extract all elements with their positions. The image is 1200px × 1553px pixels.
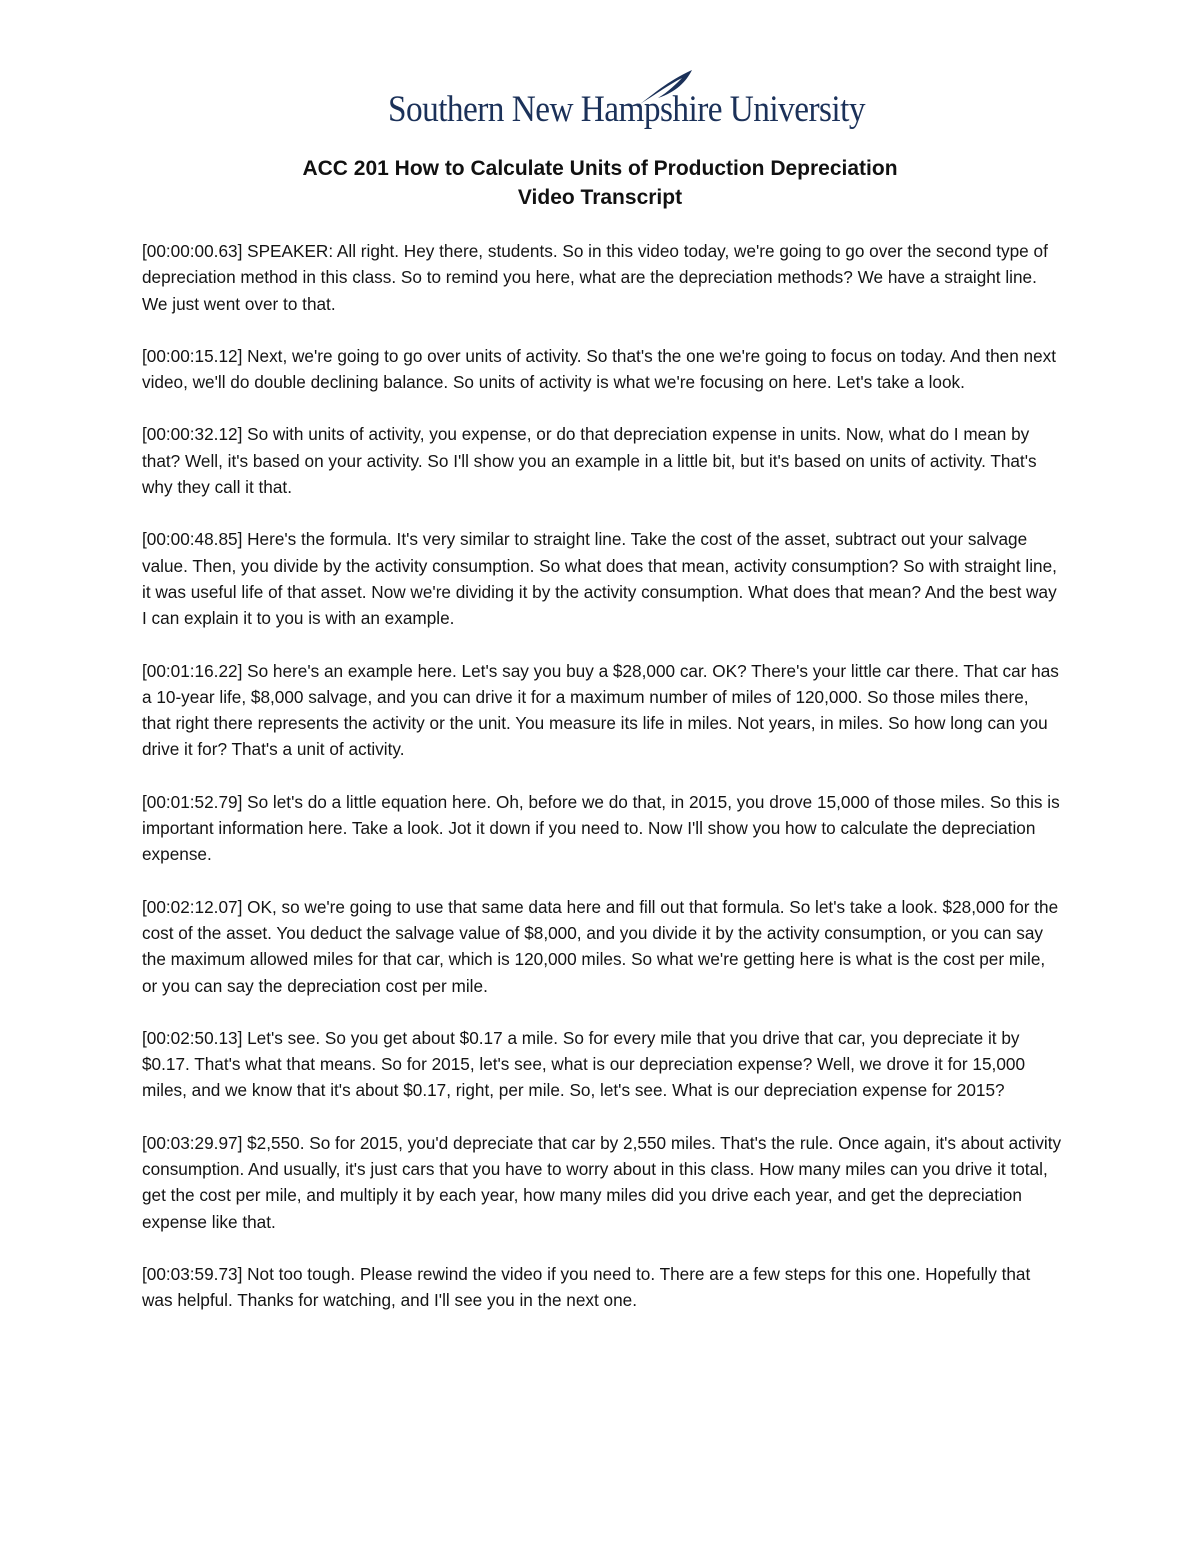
transcript-paragraph: [00:02:12.07] OK, so we're going to use that same data here and fill out that formula. So let's take a look. $28,000 for the cost of the asset. You deduct the salvage value of $8,000, and you divide it by the activity consumption, or you can say the maximum allowed miles for that car, which is 120,000 miles. So what we're getting here is what is the cost per mile, or you can say the depreciation cost per mile. (142, 896, 1059, 996)
transcript-paragraph: [00:03:29.97] $2,550. So for 2015, you'd depreciate that car by 2,550 miles. That's the rule. Once again, it's about activity consumption. And usually, it's just cars that you have to worry about in this class. How many miles can you drive it total, get the cost per mile, and multiply it by each year, how many miles did you drive each year, and get the depreciation expense like that. (142, 1132, 1062, 1232)
transcript-paragraph: [00:01:52.79] So let's do a little equation here. Oh, before we do that, in 2015, you drove 15,000 of those miles. So this is important information here. Take a look. Jot it down if you need to. Now I'll show you how to calculate the depreciation expense. (142, 791, 1060, 865)
logo-wordmark: Southern New Hampshire University (388, 89, 865, 130)
transcript-paragraph: [00:00:48.85] Here's the formula. It's very similar to straight line. Take the cost of the asset, subtract out your salvage value. Then, you divide by the activity consumption. So what does that mean, activity consumption? So with straight line, it was useful life of that asset. Now we're dividing it by the activity consumption. What does that mean? And the best way I can explain it to you is with an example. (142, 529, 1057, 629)
transcript-paragraph: [00:03:59.73] Not too tough. Please rewind the video if you need to. There are a few steps for this one. Hopefully that was helpful. Thanks for watching, and I'll see you in the next one. (142, 1263, 1031, 1311)
document-title: ACC 201 How to Calculate Units of Production Depreciation (302, 157, 898, 180)
document-subtitle: Video Transcript (517, 186, 683, 209)
transcript-paragraph: [00:00:15.12] Next, we're going to go over units of activity. So that's the one we're going to focus on today. And then next video, we'll do double declining balance. So units of activity is what we're focusing on here. Let's take a look. (142, 345, 1057, 393)
document-header (0, 154, 1200, 212)
university-logo (388, 68, 865, 138)
transcript-paragraph: [00:00:00.63] SPEAKER: All right. Hey there, students. So in this video today, we're going to go over the second type of depreciation method in this class. So to remind you here, what are the depreciation methods? We have a straight line. We just went over to that. (142, 241, 1048, 314)
transcript-paragraph: [00:00:32.12] So with units of activity, you expense, or do that depreciation expense in units. Now, what do I mean by that? Well, it's based on your activity. So I'll show you an example in a little bit, but it's based on units of activity. That's why they call it that. (142, 424, 1037, 498)
transcript-paragraph: [00:01:16.22] So here's an example here. Let's say you buy a $28,000 car. OK? There's your little car there. That car has a 10-year life, $8,000 salvage, and you can drive it for a maximum number of miles of 120,000. So those miles there, that right there represents the activity or the unit. You measure its life in miles. Not years, in miles. So how long can you drive it for? That's a unit of activity. (142, 660, 1059, 760)
transcript-body (142, 238, 1062, 1340)
transcript-paragraph: [00:02:50.13] Let's see. So you get about $0.17 a mile. So for every mile that you drive that car, you depreciate it by $0.17. That's what that means. So for 2015, let's see, what is our depreciation expense? Well, we drove it for 15,000 miles, and we know that it's about $0.17, right, per mile. So, let's see. What is our depreciation expense for 2015? (142, 1027, 1025, 1101)
